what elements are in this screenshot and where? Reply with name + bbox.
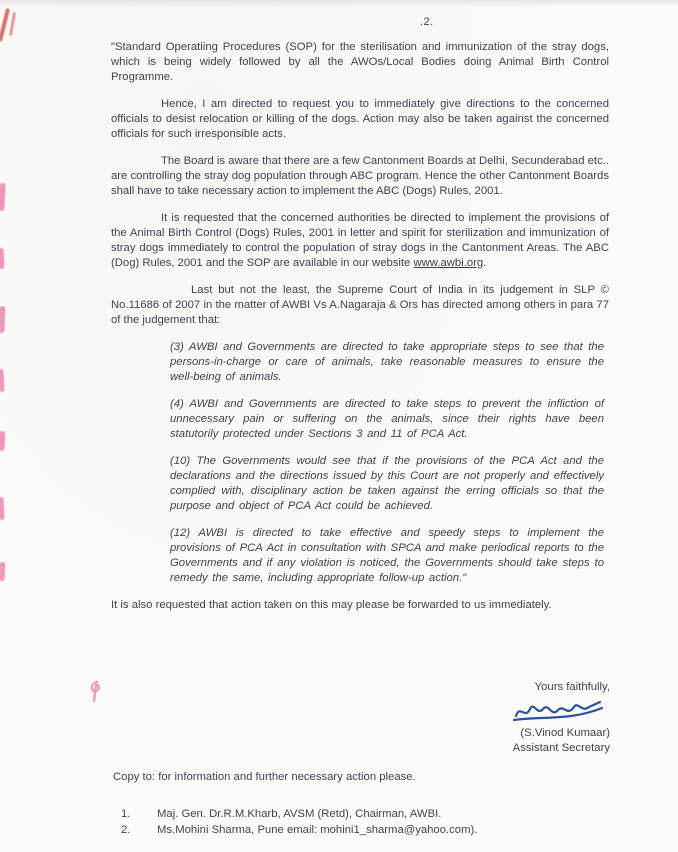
page-number: .2.	[420, 16, 434, 28]
scan-mark	[9, 12, 16, 36]
item-text: Ms.Mohini Sharma, Pune email: mohini1_sharma@yahoo.com).	[157, 824, 478, 836]
body-paragraph-4	[111, 211, 609, 271]
paragraph-text: It is requested that the concerned authorities be directed to implement the provisions of the Animal Birth Control (Dogs) Rules, 2001 in letter and spirit for sterilization and immunization of stray dogs immediately to control the population of stray dogs in the Cantonment Areas. The ABC (Dog) Rules, 2001 and the SOP are available in our website	[111, 212, 609, 269]
item-text: Maj. Gen. Dr.R.M.Kharb, AVSM (Retd), Chairman, AWBI.	[157, 808, 442, 820]
awbi-website-link: www.awbi.org	[413, 257, 484, 269]
closing-request: It is also requested that action taken on this may please be forwarded to us immediately.	[111, 599, 552, 611]
scan-mark	[0, 562, 5, 581]
scan-mark	[0, 431, 5, 451]
judgement-quote-para-10: (10) The Governments would see that if the provisions of the PCA Act and the declarations and the directions issued by this Court are not properly and effectively complied with, disciplinary action be taken against the erring officials so that the purpose and object of PCA Act could be achieved.	[170, 455, 604, 512]
scan-mark	[0, 306, 5, 333]
item-number: 2.	[121, 824, 131, 836]
body-paragraph-5: Last but not the least, the Supreme Court of India in its judgement in SLP © No.11686 of 2007 in the matter of AWBI Vs A.Nagaraja & Ors has directed among others in para 77 of the judgement that:	[111, 284, 609, 326]
scan-edge-smear	[0, 0, 678, 7]
judgement-quote-para-12: (12) AWBI is directed to take effective and speedy steps to implement the provisions of PCA Act in consultation with SPCA and make periodical reports to the Governments and if any violation is noticed, the Governments should take steps to remedy the same, including appropriate follow-up action."	[170, 527, 604, 584]
handwritten-signature-icon	[510, 696, 606, 726]
copy-list-item	[113, 807, 477, 822]
pink-pen-mark	[88, 679, 104, 705]
signatory-title: Assistant Secretary	[512, 742, 610, 754]
body-paragraph-2: Hence, I am directed to request you to immediately give directions to the concerned officials to desist relocation or killing of the dogs. Action may also be taken against the concerned officials for such irresponsible acts.	[111, 98, 609, 140]
copy-list-item	[113, 823, 477, 838]
scan-mark	[0, 248, 4, 269]
copy-to-heading: Copy to: for information and further necessary action please.	[113, 771, 416, 783]
judgement-quote-para-4: (4) AWBI and Governments are directed to take steps to prevent the infliction of unnecessary pain or suffering on the animals, since their rights have been statutorily protected under Sections 3 and 11 of PCA Act.	[170, 398, 604, 440]
signatory-name: (S.Vinod Kumaar)	[520, 727, 610, 739]
copy-to-section	[113, 770, 477, 839]
body-paragraph-1: "Standard Operatiing Procedures (SOP) for the sterilisation and immunization of the stray dogs, which is being widely followed by all the AWOs/Local Bodies doing Animal Birth Control Programme.	[111, 41, 609, 83]
salutation: Yours faithfully,	[534, 681, 610, 693]
paragraph-text: .	[483, 257, 487, 269]
body-paragraph-3: The Board is aware that there are a few Cantonment Boards at Delhi, Secunderabad etc.. are controlling the stray dog population through ABC program. Hence the other Cantonment Boards shall have to take necessary action to implement the ABC (Dogs) Rules, 2001.	[111, 155, 609, 197]
signature-block	[460, 680, 610, 756]
scan-mark	[0, 369, 5, 392]
item-number: 1.	[121, 808, 131, 820]
letter-body	[111, 40, 609, 613]
judgement-quote-para-3: (3) AWBI and Governments are directed to take appropriate steps to see that the persons-in-charge or care of animals, take reasonable measures to ensure the well-being of animals.	[170, 341, 604, 383]
scan-mark	[0, 497, 4, 520]
scan-mark	[0, 183, 6, 211]
scan-mark	[0, 8, 10, 42]
